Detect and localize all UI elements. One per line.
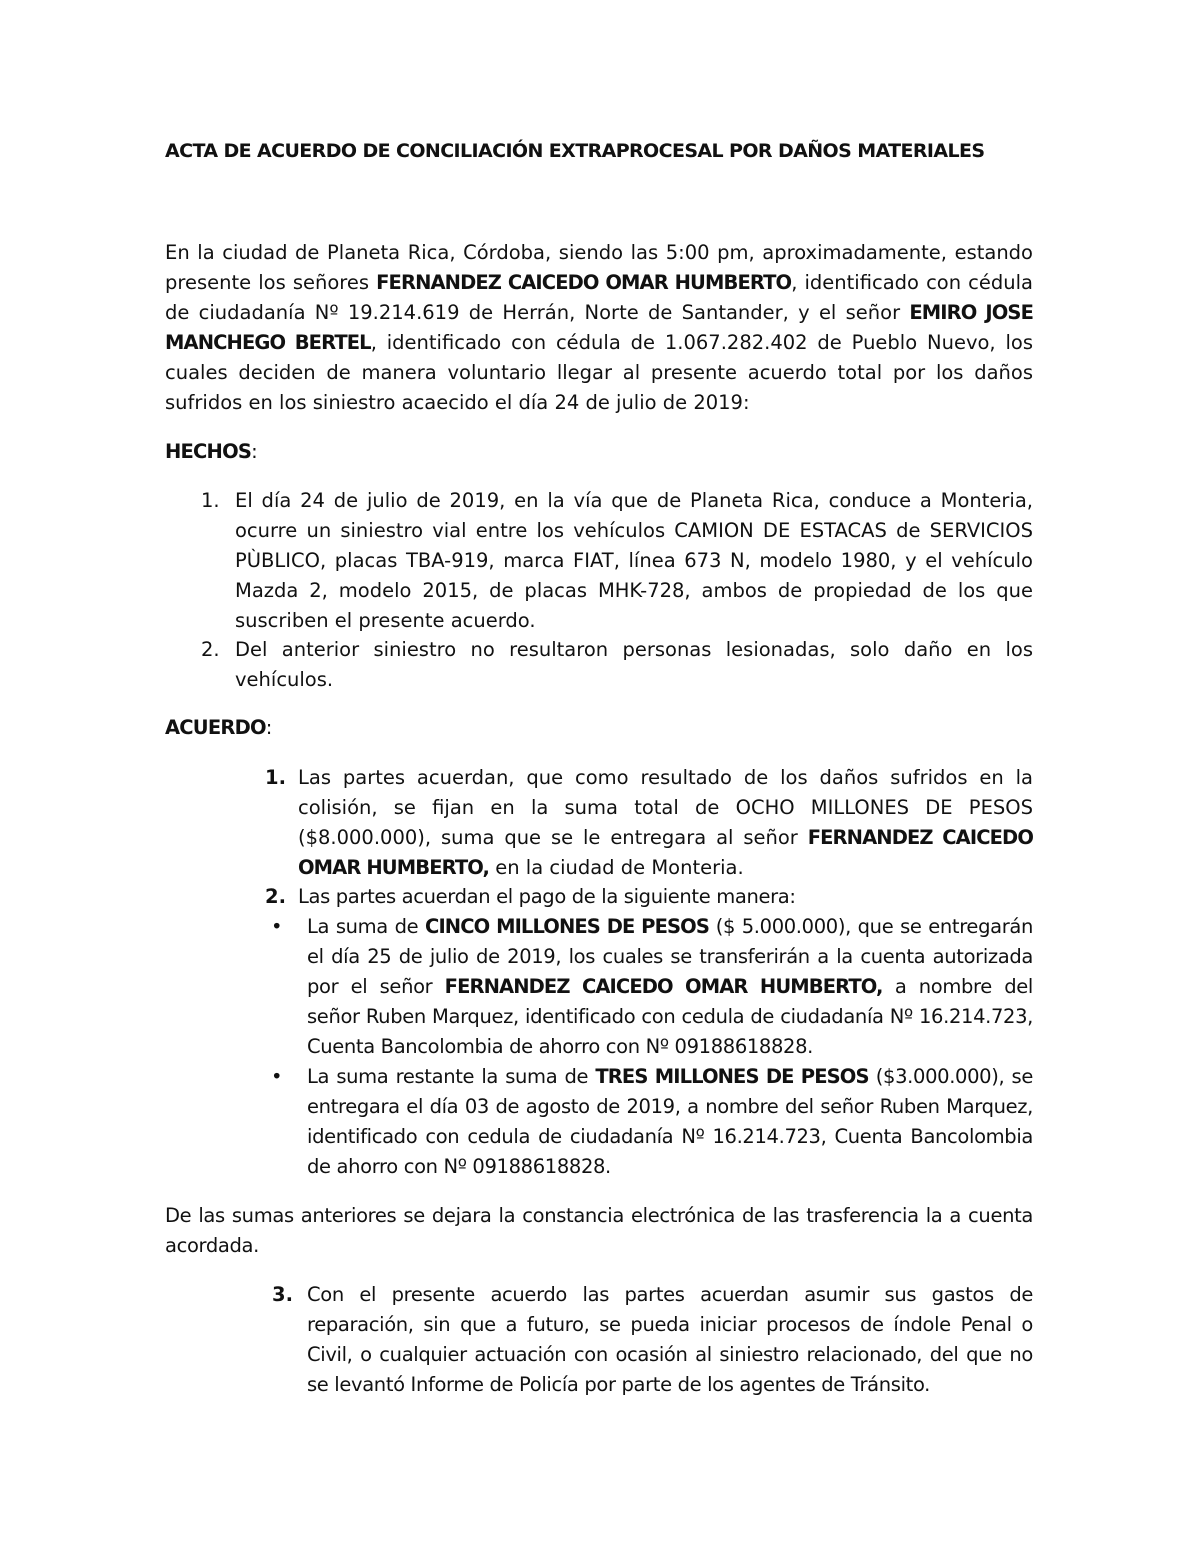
acuerdo-heading (165, 713, 272, 743)
acuerdo-item-2-number: 2. (265, 885, 286, 908)
acuerdo-item-1-name: FERNANDEZ CAICEDO OMAR HUMBERTO, (298, 826, 1033, 879)
hechos-heading (165, 437, 258, 467)
acuerdo-heading-label: ACUERDO (165, 716, 266, 739)
hechos-item-1-text: El día 24 de julio de 2019, en la vía que de Planeta Rica, conduce a Monteria, ocurre un siniestro vial entre los vehículos CAMION DE ESTACAS de SERVICIOS PÙBLICO, placas TBA-919, marca FIAT, línea 673 N, modelo 1980, y el vehículo Mazda 2, modelo 2015, de placas MHK-728, ambos de propiedad de los que suscriben el presente acuerdo. (235, 489, 1033, 632)
acuerdo-heading-colon: : (265, 716, 273, 739)
payment-bullet-2 (265, 1062, 1033, 1182)
hechos-item-2 (165, 635, 1033, 695)
acuerdo-item-1-text-1: Las partes acuerdan, que como resultado de los daños sufridos en la colisión, se fijan en la suma total de OCHO MILLONES DE PESOS ($8.000.000), suma que se le entregara al señor (298, 766, 1033, 849)
acuerdo-item-2 (265, 882, 1033, 912)
bullet-1-mark: • (271, 915, 283, 938)
acuerdo-item-3-text: Con el presente acuerdo las partes acuerdan asumir sus gastos de reparación, sin que a futuro, se pueda iniciar procesos de índole Penal o Civil, o cualquier actuación con ocasión al siniestro relacionado, del que no se levantó Informe de Policía por parte de los agentes de Tránsito. (307, 1283, 1033, 1396)
hechos-item-2-number: 2. (201, 638, 220, 661)
bullet-1-text-3: a nombre del señor Ruben Marquez, identificado con cedula de ciudadanía Nº 16.214.723, Cuenta Bancolombia de ahorro con Nº 09188618828. (307, 975, 1033, 1058)
hechos-heading-label: HECHOS (165, 440, 252, 463)
bullet-1-text-2: ($ 5.000.000), que se entregarán el día 25 de julio de 2019, los cuales se transferirán a la cuenta autorizada por el señor (307, 915, 1033, 998)
intro-text-2: , identificado con cédula de ciudadanía Nº 19.214.619 de Herrán, Norte de Santander, y el señor (165, 271, 1033, 324)
hechos-item-1-number: 1. (201, 489, 220, 512)
payment-bullet-1 (265, 912, 1033, 1062)
hechos-item-2-text: Del anterior siniestro no resultaron personas lesionadas, solo daño en los vehículos. (235, 638, 1033, 691)
acuerdo-item-3-number: 3. (272, 1283, 293, 1306)
acuerdo-item-1 (265, 763, 1033, 883)
party-name-2: EMIRO JOSE MANCHEGO BERTEL (165, 301, 1033, 354)
bullet-1-name: FERNANDEZ CAICEDO OMAR HUMBERTO, (444, 975, 883, 998)
acuerdo-item-3 (272, 1280, 1033, 1400)
acuerdo-item-1-number: 1. (265, 766, 286, 789)
intro-paragraph (165, 238, 1033, 418)
party-name-1: FERNANDEZ CAICEDO OMAR HUMBERTO (376, 271, 792, 294)
document-title: ACTA DE ACUERDO DE CONCILIACIÓN EXTRAPROCESAL POR DAÑOS MATERIALES (165, 140, 985, 162)
bullet-2-text-2: ($3.000.000), se entregara el día 03 de agosto de 2019, a nombre del señor Ruben Marquez, identificado con cedula de ciudadanía Nº 16.214.723, Cuenta Bancolombia de ahorro con Nº 09188618828. (307, 1065, 1033, 1178)
bullet-2-text-1: La suma restante la suma de (307, 1065, 596, 1088)
acuerdo-item-2-text: Las partes acuerdan el pago de la siguiente manera: (298, 885, 796, 908)
bullet-1-amount: CINCO MILLONES DE PESOS (425, 915, 709, 938)
intro-text-1: En la ciudad de Planeta Rica, Córdoba, siendo las 5:00 pm, aproximadamente, estando presente los señores (165, 241, 1033, 294)
bullet-1-text (307, 912, 1033, 1062)
hechos-item-1 (165, 486, 1033, 636)
intro-text-3: , identificado con cédula de 1.067.282.402 de Pueblo Nuevo, los cuales deciden de manera voluntario llegar al presente acuerdo total por los daños sufridos en los siniestro acaecido el día 24 de julio de 2019: (165, 331, 1034, 414)
bullet-1-text-1: La suma de (307, 915, 426, 938)
bullet-2-text (307, 1062, 1033, 1182)
bullet-2-amount: TRES MILLONES DE PESOS (595, 1065, 869, 1088)
constancia-paragraph: De las sumas anteriores se dejara la constancia electrónica de las trasferencia la a cuenta acordada. (165, 1204, 1033, 1257)
acuerdo-item-1-text (298, 763, 1033, 883)
acuerdo-item-1-text-2: en la ciudad de Monteria. (489, 856, 744, 879)
hechos-heading-colon: : (251, 440, 258, 463)
bullet-2-mark: • (271, 1065, 283, 1088)
